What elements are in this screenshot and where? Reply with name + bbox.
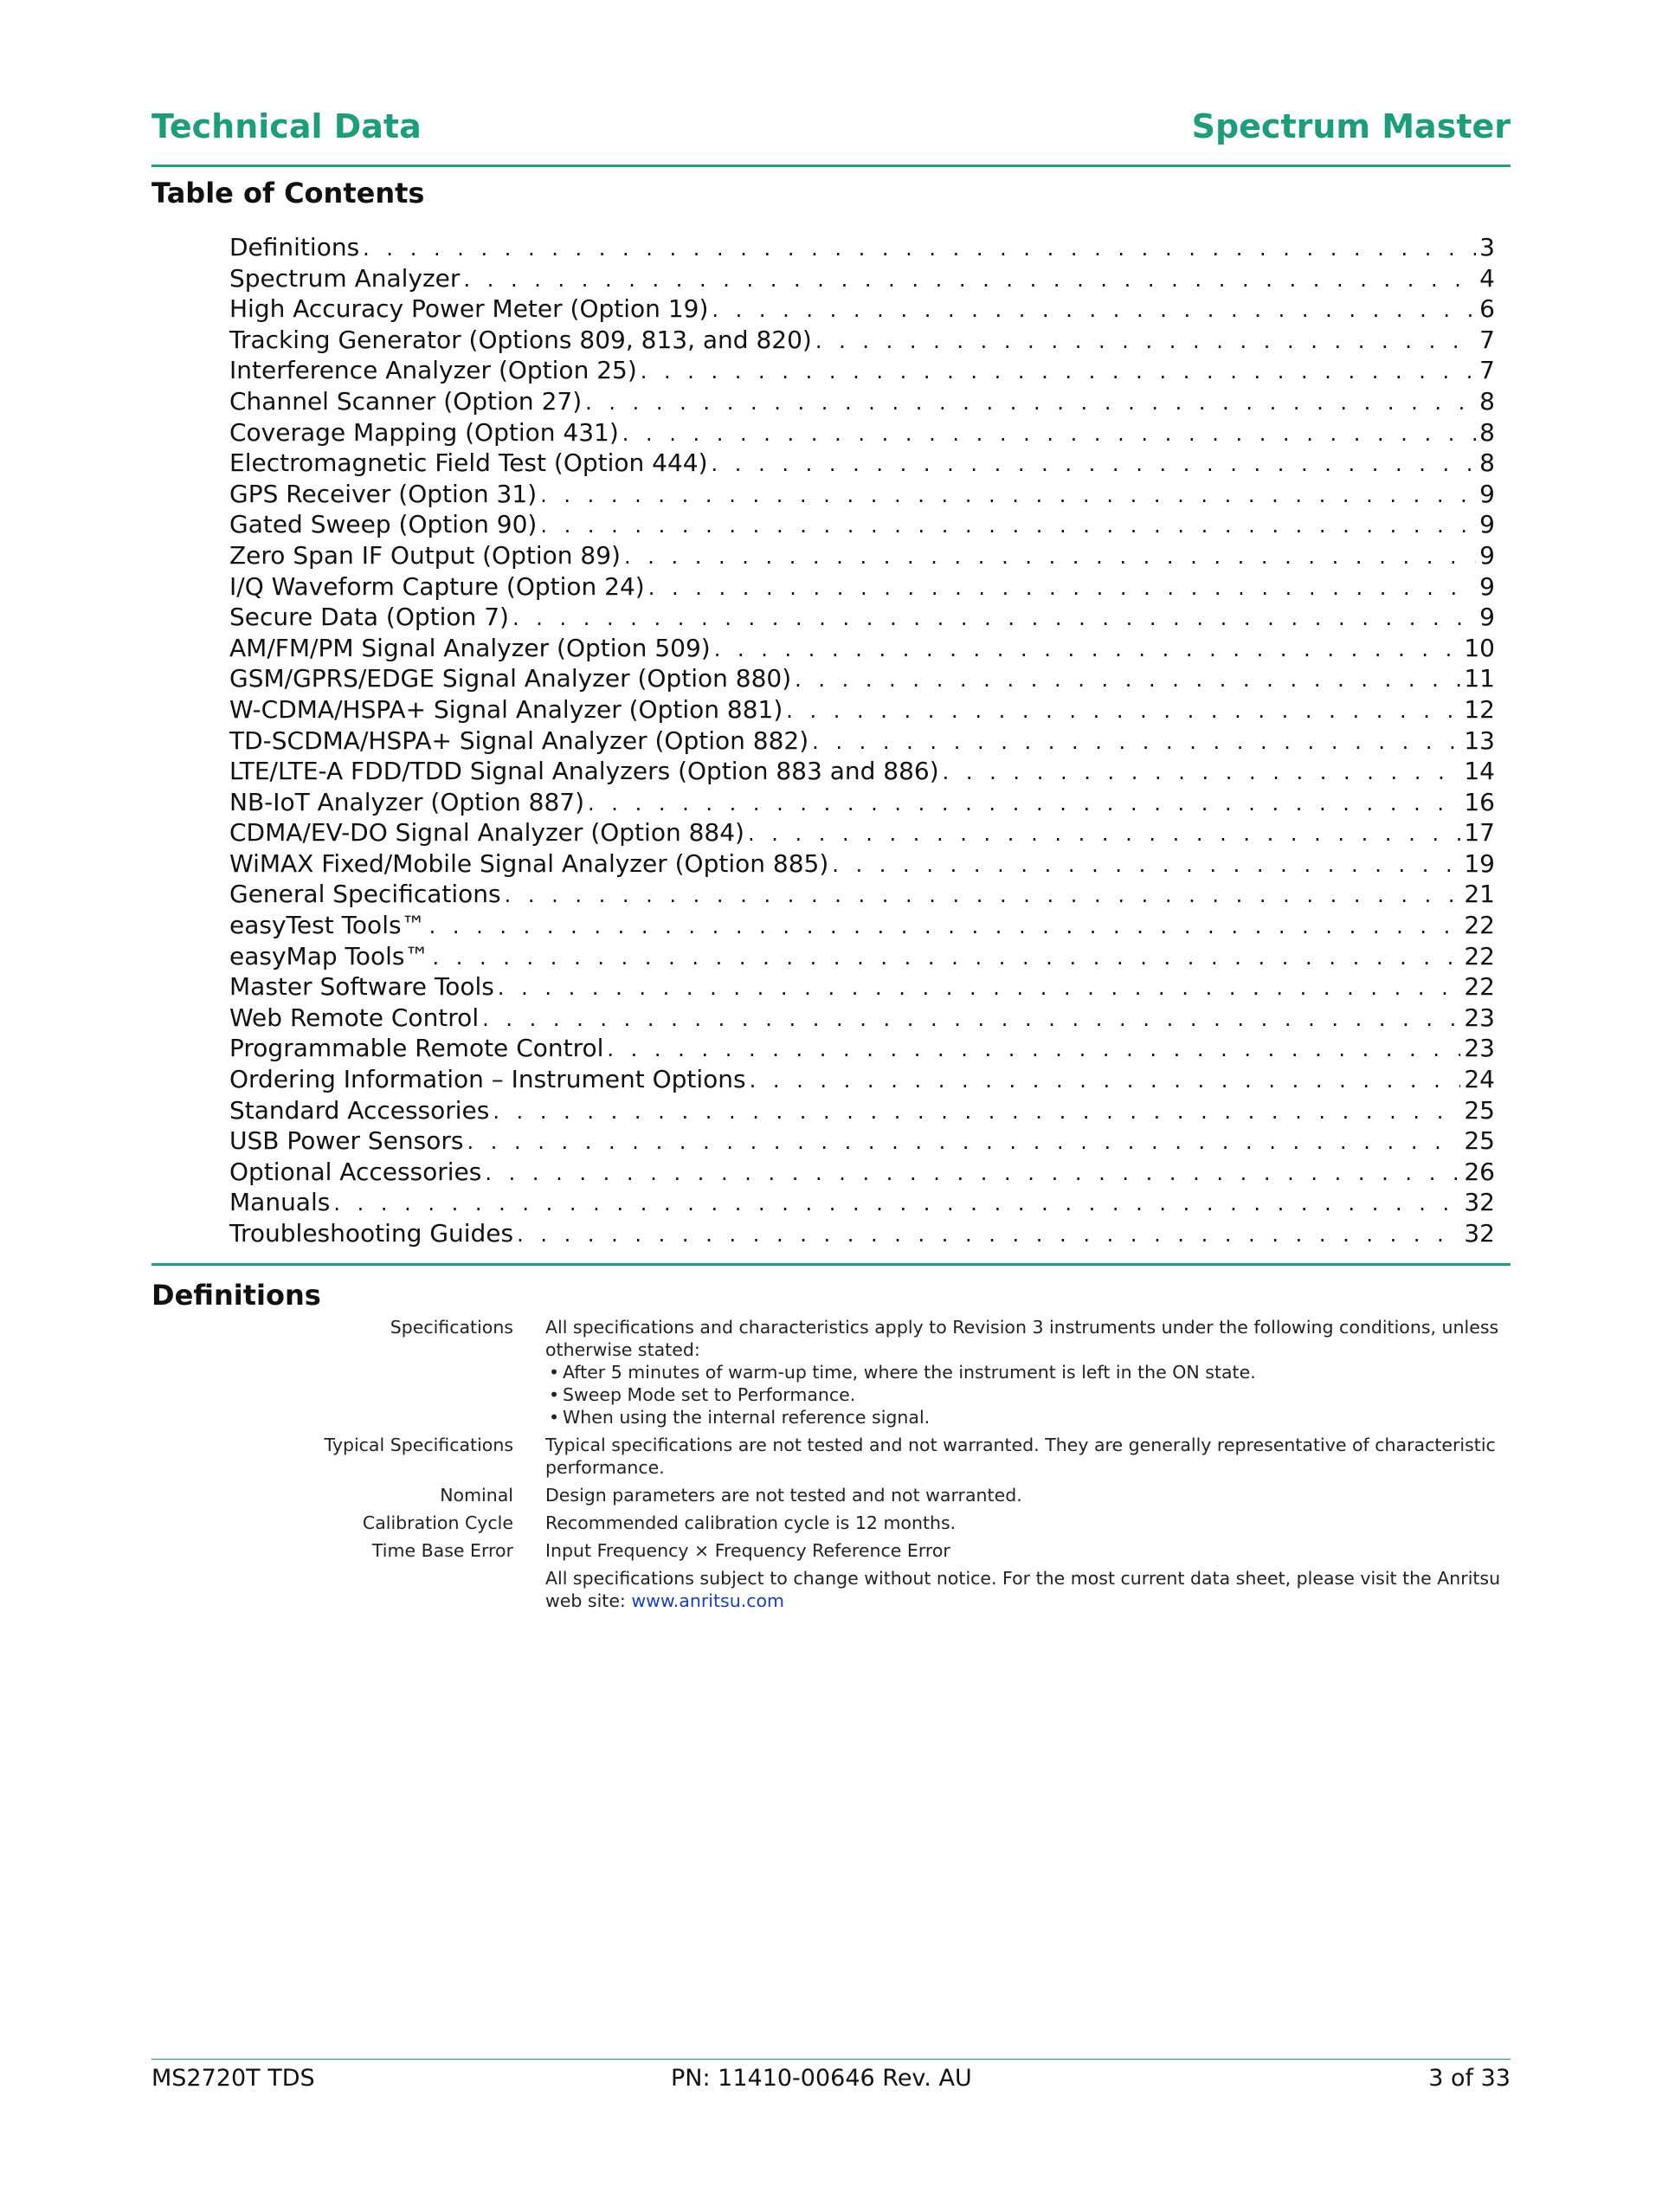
toc-entry[interactable] xyxy=(229,756,1495,787)
definition-term: Time Base Error xyxy=(371,1540,513,1561)
section-divider xyxy=(151,1263,1511,1266)
toc-entry-page: 10 xyxy=(1464,633,1495,662)
toc-entry-label: W-CDMA/HSPA+ Signal Analyzer (Option 881) xyxy=(229,694,783,724)
definition-term-empty xyxy=(151,1567,545,1612)
toc-entry-page: 32 xyxy=(1464,1188,1495,1217)
footer-rule xyxy=(151,2059,1511,2060)
toc-entry[interactable] xyxy=(229,602,1495,633)
toc-entry[interactable] xyxy=(229,663,1495,694)
toc-leader-dots xyxy=(463,265,1476,296)
definition-term: Nominal xyxy=(440,1485,513,1506)
bullet-icon: • xyxy=(549,1384,560,1405)
toc-entry-label: NB-IoT Analyzer (Option 887) xyxy=(229,787,585,816)
toc-entry[interactable] xyxy=(229,325,1495,356)
toc-entry-label: TD-SCDMA/HSPA+ Signal Analyzer (Option 882) xyxy=(229,726,809,755)
toc-entry[interactable] xyxy=(229,417,1495,448)
toc-entry-page: 7 xyxy=(1479,356,1495,385)
toc-entry-label: Interference Analyzer (Option 25) xyxy=(229,356,637,385)
toc-leader-dots xyxy=(622,419,1476,450)
toc-entry-page: 9 xyxy=(1479,603,1495,632)
toc-leader-dots xyxy=(493,1097,1460,1128)
toc-leader-dots xyxy=(540,480,1476,512)
footer-doc-id: MS2720T TDS xyxy=(151,2065,315,2092)
toc-entry-label: Spectrum Analyzer xyxy=(229,263,461,293)
toc-entry-label: Optional Accessories xyxy=(229,1157,482,1186)
toc-leader-dots xyxy=(467,1127,1461,1158)
definitions-heading: Definitions xyxy=(151,1279,321,1312)
definition-row-specifications xyxy=(151,1316,1511,1428)
footer-part-number: PN: 11410-00646 Rev. AU xyxy=(671,2065,972,2092)
toc-entry-label: Standard Accessories xyxy=(229,1095,490,1125)
toc-entry-page: 14 xyxy=(1464,757,1495,786)
header-title-left: Technical Data xyxy=(151,107,422,145)
toc-entry-label: easyTest Tools™ xyxy=(229,911,426,940)
toc-entry-page: 13 xyxy=(1464,726,1495,755)
toc-entry-page: 4 xyxy=(1479,263,1495,293)
toc-entry-label: Secure Data (Option 7) xyxy=(229,603,509,632)
toc-entry[interactable] xyxy=(229,1033,1495,1064)
toc-entry[interactable] xyxy=(229,633,1495,664)
toc-leader-dots xyxy=(795,665,1460,696)
toc-entry[interactable] xyxy=(229,263,1495,294)
toc-entry[interactable] xyxy=(229,1218,1495,1249)
toc-leader-dots xyxy=(786,696,1460,727)
toc-entry-page: 26 xyxy=(1464,1157,1495,1186)
toc-leader-dots xyxy=(641,357,1476,388)
toc-entry-page: 16 xyxy=(1464,787,1495,816)
toc-entry-page: 8 xyxy=(1479,448,1495,478)
toc-entry[interactable] xyxy=(229,448,1495,479)
toc-leader-dots xyxy=(750,1066,1461,1097)
toc-entry-label: I/Q Waveform Capture (Option 24) xyxy=(229,571,645,601)
toc-entry[interactable] xyxy=(229,509,1495,540)
toc-entry-page: 11 xyxy=(1464,664,1495,693)
definition-term: Specifications xyxy=(390,1317,513,1338)
toc-entry-page: 23 xyxy=(1464,1034,1495,1063)
toc-entry[interactable] xyxy=(229,817,1495,848)
toc-entry[interactable] xyxy=(229,293,1495,325)
definition-text: All specifications and characteristics apply to Revision 3 instruments under the following conditions, unless otherwise stated: xyxy=(545,1317,1499,1360)
definition-description xyxy=(545,1567,1511,1612)
toc-entry[interactable] xyxy=(229,1187,1495,1218)
toc-entry[interactable] xyxy=(229,1095,1495,1126)
toc-leader-dots xyxy=(943,758,1461,789)
toc-entry-label: LTE/LTE-A FDD/TDD Signal Analyzers (Option 883 and 886) xyxy=(229,757,939,786)
toc-leader-dots xyxy=(482,1004,1460,1035)
definition-row-calibration xyxy=(151,1512,1511,1534)
toc-entry[interactable] xyxy=(229,971,1495,1003)
toc-leader-dots xyxy=(433,943,1461,974)
toc-entry[interactable] xyxy=(229,726,1495,757)
table-of-contents xyxy=(229,232,1495,1249)
toc-entry[interactable] xyxy=(229,941,1495,972)
toc-entry-page: 9 xyxy=(1479,479,1495,508)
toc-entry[interactable] xyxy=(229,879,1495,910)
toc-entry-label: Web Remote Control xyxy=(229,1003,480,1032)
definition-description: Typical specifications are not tested and not warranted. They are generally representative of characteristic performance. xyxy=(545,1435,1496,1478)
toc-leader-dots xyxy=(485,1158,1460,1190)
toc-entry-page: 25 xyxy=(1464,1095,1495,1125)
toc-entry-page: 22 xyxy=(1464,941,1495,971)
toc-entry-label: USB Power Sensors xyxy=(229,1126,464,1156)
toc-entry[interactable] xyxy=(229,910,1495,941)
toc-entry-label: CDMA/EV-DO Signal Analyzer (Option 884) xyxy=(229,818,744,848)
toc-entry-label: easyMap Tools™ xyxy=(229,941,429,971)
header-title-right: Spectrum Master xyxy=(1191,107,1511,145)
toc-entry[interactable] xyxy=(229,571,1495,603)
toc-entry-page: 8 xyxy=(1479,417,1495,447)
toc-entry-label: AM/FM/PM Signal Analyzer (Option 509) xyxy=(229,633,711,662)
toc-entry-label: Manuals xyxy=(229,1188,331,1217)
toc-heading: Table of Contents xyxy=(151,177,425,210)
toc-entry[interactable] xyxy=(229,1064,1495,1095)
toc-entry[interactable] xyxy=(229,355,1495,386)
toc-entry-label: Gated Sweep (Option 90) xyxy=(229,510,538,539)
toc-entry-page: 22 xyxy=(1464,911,1495,940)
toc-entry[interactable] xyxy=(229,848,1495,880)
toc-leader-dots xyxy=(333,1189,1460,1220)
definition-term: Calibration Cycle xyxy=(362,1512,513,1533)
toc-entry[interactable] xyxy=(229,386,1495,417)
toc-entry[interactable] xyxy=(229,479,1495,510)
toc-entry-label: Channel Scanner (Option 27) xyxy=(229,386,583,416)
toc-leader-dots xyxy=(648,573,1476,604)
toc-leader-dots xyxy=(540,511,1476,542)
toc-leader-dots xyxy=(812,727,1460,758)
definition-description: Design parameters are not tested and not warranted. xyxy=(545,1485,1022,1506)
toc-entry-page: 12 xyxy=(1464,694,1495,724)
toc-entry-label: Programmable Remote Control xyxy=(229,1034,604,1063)
definition-row-typical xyxy=(151,1434,1511,1479)
definition-description: Input Frequency × Frequency Reference Error xyxy=(545,1540,950,1561)
toc-entry-label: Tracking Generator (Options 809, 813, and 820) xyxy=(229,325,812,354)
definition-row-timebase xyxy=(151,1539,1511,1562)
toc-leader-dots xyxy=(512,603,1476,635)
toc-leader-dots xyxy=(505,880,1461,912)
toc-leader-dots xyxy=(498,973,1461,1004)
toc-entry-label: Definitions xyxy=(229,233,360,261)
anritsu-website-link[interactable]: www.anritsu.com xyxy=(631,1590,784,1611)
toc-entry-page: 32 xyxy=(1464,1219,1495,1248)
toc-leader-dots xyxy=(429,912,1461,943)
toc-entry-label: Electromagnetic Field Test (Option 444) xyxy=(229,448,708,478)
toc-entry[interactable] xyxy=(229,694,1495,726)
toc-entry-page: 22 xyxy=(1464,972,1495,1002)
footer-page-number: 3 of 33 xyxy=(1428,2065,1511,2092)
toc-entry[interactable] xyxy=(229,1157,1495,1188)
toc-entry[interactable] xyxy=(229,787,1495,818)
definition-description xyxy=(545,1316,1511,1428)
toc-entry[interactable] xyxy=(229,232,1495,263)
toc-entry-page: 25 xyxy=(1464,1126,1495,1156)
definition-row-notice xyxy=(151,1567,1511,1612)
definitions-table xyxy=(151,1316,1511,1617)
toc-leader-dots xyxy=(517,1220,1460,1251)
toc-entry-label: GPS Receiver (Option 31) xyxy=(229,479,538,508)
definition-term: Typical Specifications xyxy=(324,1435,513,1455)
bullet-icon: • xyxy=(549,1362,560,1383)
toc-entry-page: 8 xyxy=(1479,386,1495,416)
toc-entry-label: Zero Span IF Output (Option 89) xyxy=(229,540,621,570)
toc-entry-page: 7 xyxy=(1479,325,1495,354)
toc-entry-page: 9 xyxy=(1479,540,1495,570)
toc-leader-dots xyxy=(363,234,1476,265)
toc-leader-dots xyxy=(832,850,1460,881)
toc-entry-label: GSM/GPRS/EDGE Signal Analyzer (Option 880) xyxy=(229,664,792,693)
toc-entry-page: 3 xyxy=(1479,233,1495,261)
bullet-icon: • xyxy=(549,1407,560,1428)
toc-leader-dots xyxy=(585,388,1476,419)
toc-entry-page: 21 xyxy=(1464,880,1495,909)
toc-leader-dots xyxy=(714,635,1461,666)
toc-entry-label: Ordering Information – Instrument Options xyxy=(229,1065,746,1094)
toc-entry-page: 9 xyxy=(1479,510,1495,539)
definition-description: Recommended calibration cycle is 12 months. xyxy=(545,1512,957,1533)
toc-entry-label: General Specifications xyxy=(229,880,501,909)
toc-leader-dots xyxy=(588,789,1460,820)
notice-text: All specifications subject to change without notice. For the most current data sheet, please visit the Anritsu web site: xyxy=(545,1568,1501,1611)
toc-entry-page: 24 xyxy=(1464,1065,1495,1094)
toc-entry-page: 17 xyxy=(1464,818,1495,848)
toc-entry[interactable] xyxy=(229,1125,1495,1157)
toc-entry-page: 6 xyxy=(1479,294,1495,324)
definition-row-nominal xyxy=(151,1484,1511,1506)
page-header xyxy=(151,104,1511,167)
toc-leader-dots xyxy=(815,326,1476,358)
toc-entry-label: Troubleshooting Guides xyxy=(229,1219,514,1248)
toc-leader-dots xyxy=(712,449,1477,480)
toc-entry-page: 9 xyxy=(1479,571,1495,601)
definition-bullet: • When using the internal reference signal. xyxy=(549,1407,931,1428)
toc-entry-page: 19 xyxy=(1464,848,1495,878)
toc-leader-dots xyxy=(624,542,1476,573)
toc-entry-label: High Accuracy Power Meter (Option 19) xyxy=(229,294,709,324)
toc-leader-dots xyxy=(712,295,1476,326)
toc-entry[interactable] xyxy=(229,540,1495,571)
toc-leader-dots xyxy=(748,819,1460,850)
toc-entry-label: WiMAX Fixed/Mobile Signal Analyzer (Option 885) xyxy=(229,848,829,878)
toc-entry-label: Master Software Tools xyxy=(229,972,494,1002)
definition-bullet: • Sweep Mode set to Performance. xyxy=(549,1384,856,1405)
toc-entry-page: 23 xyxy=(1464,1003,1495,1032)
toc-entry-label: Coverage Mapping (Option 431) xyxy=(229,417,619,447)
definition-bullet: • After 5 minutes of warm-up time, where the instrument is left in the ON state. xyxy=(549,1362,1256,1383)
toc-entry[interactable] xyxy=(229,1003,1495,1034)
toc-leader-dots xyxy=(607,1035,1460,1066)
